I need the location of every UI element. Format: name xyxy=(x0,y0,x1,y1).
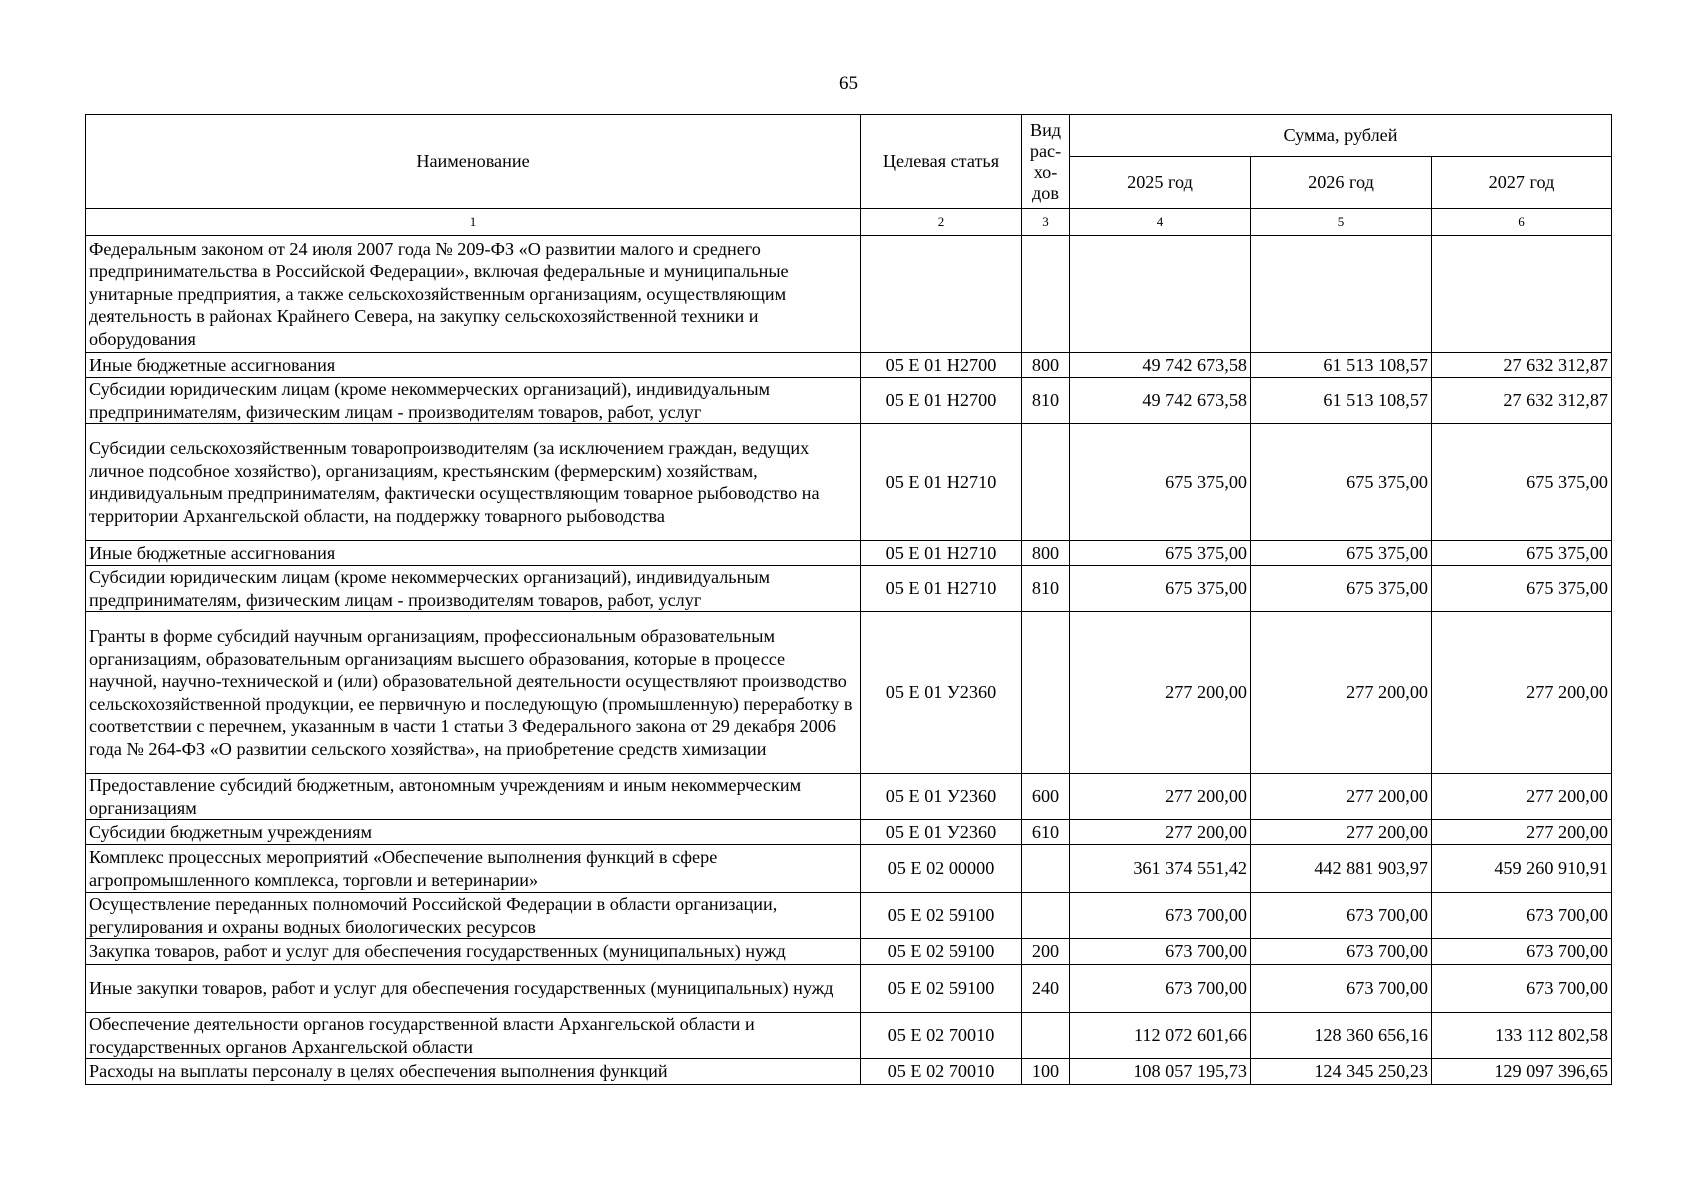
row-expense-type: 600 xyxy=(1022,774,1070,820)
row-expense-type: 800 xyxy=(1022,353,1070,378)
row-sum-2025: 675 375,00 xyxy=(1070,566,1251,612)
row-sum-2027: 673 700,00 xyxy=(1432,893,1612,939)
table-row xyxy=(86,236,1612,353)
header-expense-type: Вид рас-хо-дов xyxy=(1022,115,1070,209)
row-expense-type xyxy=(1022,612,1070,774)
table-row xyxy=(86,353,1612,378)
table-row xyxy=(86,566,1612,612)
row-sum-2025: 112 072 601,66 xyxy=(1070,1013,1251,1059)
row-name: Предоставление субсидий бюджетным, автономным учреждениям и иным некоммерческим организациям xyxy=(86,774,861,820)
row-sum-2025: 675 375,00 xyxy=(1070,541,1251,566)
header-year-2026: 2026 год xyxy=(1251,157,1432,209)
row-target-article: 05 Е 01 У2360 xyxy=(861,612,1022,774)
table-row xyxy=(86,820,1612,845)
row-target-article: 05 Е 02 70010 xyxy=(861,1013,1022,1059)
row-expense-type: 200 xyxy=(1022,939,1070,965)
row-name: Обеспечение деятельности органов государственной власти Архангельской области и государственных органов Архангельской области xyxy=(86,1013,861,1059)
table-row xyxy=(86,774,1612,820)
table-row xyxy=(86,1013,1612,1059)
row-sum-2025: 49 742 673,58 xyxy=(1070,378,1251,424)
column-number: 5 xyxy=(1251,209,1432,236)
row-sum-2026 xyxy=(1251,236,1432,353)
row-target-article xyxy=(861,236,1022,353)
row-name: Расходы на выплаты персоналу в целях обеспечения выполнения функций xyxy=(86,1059,861,1085)
header-name: Наименование xyxy=(86,115,861,209)
row-sum-2026: 675 375,00 xyxy=(1251,566,1432,612)
row-expense-type xyxy=(1022,893,1070,939)
row-sum-2027: 459 260 910,91 xyxy=(1432,845,1612,893)
row-sum-2026: 442 881 903,97 xyxy=(1251,845,1432,893)
row-target-article: 05 Е 01 У2360 xyxy=(861,820,1022,845)
column-number: 4 xyxy=(1070,209,1251,236)
row-expense-type: 100 xyxy=(1022,1059,1070,1085)
row-sum-2025: 361 374 551,42 xyxy=(1070,845,1251,893)
row-sum-2027: 673 700,00 xyxy=(1432,939,1612,965)
row-sum-2025 xyxy=(1070,236,1251,353)
row-sum-2027: 277 200,00 xyxy=(1432,820,1612,845)
row-target-article: 05 Е 02 70010 xyxy=(861,1059,1022,1085)
header-sum-group: Сумма, рублей xyxy=(1070,115,1612,157)
column-number: 6 xyxy=(1432,209,1612,236)
row-target-article: 05 Е 01 Н2710 xyxy=(861,541,1022,566)
row-sum-2025: 673 700,00 xyxy=(1070,965,1251,1013)
row-sum-2026: 61 513 108,57 xyxy=(1251,378,1432,424)
table-row xyxy=(86,1059,1612,1085)
row-sum-2026: 675 375,00 xyxy=(1251,541,1432,566)
row-sum-2026: 128 360 656,16 xyxy=(1251,1013,1432,1059)
row-sum-2025: 277 200,00 xyxy=(1070,612,1251,774)
row-sum-2027: 675 375,00 xyxy=(1432,424,1612,541)
row-sum-2025: 673 700,00 xyxy=(1070,939,1251,965)
row-sum-2025: 675 375,00 xyxy=(1070,424,1251,541)
header-year-2025: 2025 год xyxy=(1070,157,1251,209)
row-expense-type: 610 xyxy=(1022,820,1070,845)
row-expense-type xyxy=(1022,845,1070,893)
row-expense-type: 810 xyxy=(1022,566,1070,612)
row-sum-2026: 277 200,00 xyxy=(1251,612,1432,774)
row-target-article: 05 Е 01 Н2700 xyxy=(861,378,1022,424)
row-sum-2027: 129 097 396,65 xyxy=(1432,1059,1612,1085)
table-row xyxy=(86,965,1612,1013)
row-name: Закупка товаров, работ и услуг для обеспечения государственных (муниципальных) нужд xyxy=(86,939,861,965)
row-target-article: 05 Е 01 Н2710 xyxy=(861,566,1022,612)
row-sum-2025: 673 700,00 xyxy=(1070,893,1251,939)
row-sum-2025: 277 200,00 xyxy=(1070,820,1251,845)
row-sum-2026: 277 200,00 xyxy=(1251,774,1432,820)
header-target-article: Целевая статья xyxy=(861,115,1022,209)
table-row xyxy=(86,939,1612,965)
row-sum-2026: 277 200,00 xyxy=(1251,820,1432,845)
row-name: Гранты в форме субсидий научным организациям, профессиональным образовательным организациям, образовательным организациям высшего образования, которые в процессе научной, научно-технической и (или) образовательной деятельности осуществляют производство сельскохозяйственной продукции, ее первичную и последующую (промышленную) переработку в соответствии с перечнем, указанным в части 1 статьи 3 Федерального закона от 29 декабря 2006 года № 264-ФЗ «О развитии сельского хозяйства», на приобретение средств химизации xyxy=(86,612,861,774)
header-year-2027: 2027 год xyxy=(1432,157,1612,209)
row-target-article: 05 Е 02 00000 xyxy=(861,845,1022,893)
row-sum-2027: 27 632 312,87 xyxy=(1432,378,1612,424)
row-name: Иные закупки товаров, работ и услуг для обеспечения государственных (муниципальных) нужд xyxy=(86,965,861,1013)
row-sum-2027: 27 632 312,87 xyxy=(1432,353,1612,378)
table-row xyxy=(86,541,1612,566)
column-number: 3 xyxy=(1022,209,1070,236)
row-target-article: 05 Е 02 59100 xyxy=(861,893,1022,939)
row-target-article: 05 Е 02 59100 xyxy=(861,965,1022,1013)
row-sum-2027: 133 112 802,58 xyxy=(1432,1013,1612,1059)
row-sum-2025: 277 200,00 xyxy=(1070,774,1251,820)
column-number: 2 xyxy=(861,209,1022,236)
row-sum-2026: 673 700,00 xyxy=(1251,893,1432,939)
row-name: Иные бюджетные ассигнования xyxy=(86,541,861,566)
row-sum-2026: 61 513 108,57 xyxy=(1251,353,1432,378)
row-expense-type xyxy=(1022,236,1070,353)
row-target-article: 05 Е 02 59100 xyxy=(861,939,1022,965)
page-number: 65 xyxy=(839,73,858,94)
row-name: Федеральным законом от 24 июля 2007 года № 209-ФЗ «О развитии малого и среднего предпринимательства в Российской Федерации», включая федеральные и муниципальные унитарные предприятия, а также сельскохозяйственным организациям, осуществляющим деятельность в районах Крайнего Севера, на закупку сельскохозяйственной техники и оборудования xyxy=(86,236,861,353)
table-row xyxy=(86,424,1612,541)
table-row xyxy=(86,378,1612,424)
row-expense-type xyxy=(1022,1013,1070,1059)
column-numbers-row xyxy=(86,209,1612,236)
row-sum-2027: 675 375,00 xyxy=(1432,541,1612,566)
row-sum-2027: 673 700,00 xyxy=(1432,965,1612,1013)
row-name: Комплекс процессных мероприятий «Обеспечение выполнения функций в сфере агропромышленного комплекса, торговли и ветеринарии» xyxy=(86,845,861,893)
row-sum-2025: 108 057 195,73 xyxy=(1070,1059,1251,1085)
row-target-article: 05 Е 01 У2360 xyxy=(861,774,1022,820)
row-name: Иные бюджетные ассигнования xyxy=(86,353,861,378)
table-row xyxy=(86,845,1612,893)
row-expense-type: 800 xyxy=(1022,541,1070,566)
row-target-article: 05 Е 01 Н2700 xyxy=(861,353,1022,378)
row-sum-2026: 124 345 250,23 xyxy=(1251,1059,1432,1085)
row-name: Субсидии юридическим лицам (кроме некоммерческих организаций), индивидуальным предпринимателям, физическим лицам - производителям товаров, работ, услуг xyxy=(86,566,861,612)
row-expense-type: 240 xyxy=(1022,965,1070,1013)
row-expense-type: 810 xyxy=(1022,378,1070,424)
row-sum-2025: 49 742 673,58 xyxy=(1070,353,1251,378)
row-name: Субсидии сельскохозяйственным товаропроизводителям (за исключением граждан, ведущих личное подсобное хозяйство), организациям, крестьянским (фермерским) хозяйствам, индивидуальным предпринимателям, фактически осуществляющим товарное рыбоводство на территории Архангельской области, на поддержку товарного рыбоводства xyxy=(86,424,861,541)
column-number: 1 xyxy=(86,209,861,236)
row-name: Осуществление переданных полномочий Российской Федерации в области организации, регулирования и охраны водных биологических ресурсов xyxy=(86,893,861,939)
budget-table xyxy=(85,114,1612,1085)
row-sum-2027: 277 200,00 xyxy=(1432,612,1612,774)
table-row xyxy=(86,893,1612,939)
row-sum-2026: 675 375,00 xyxy=(1251,424,1432,541)
row-name: Субсидии юридическим лицам (кроме некоммерческих организаций), индивидуальным предпринимателям, физическим лицам - производителям товаров, работ, услуг xyxy=(86,378,861,424)
row-name: Субсидии бюджетным учреждениям xyxy=(86,820,861,845)
row-sum-2027 xyxy=(1432,236,1612,353)
table-row xyxy=(86,612,1612,774)
row-sum-2026: 673 700,00 xyxy=(1251,965,1432,1013)
row-sum-2027: 277 200,00 xyxy=(1432,774,1612,820)
row-target-article: 05 Е 01 Н2710 xyxy=(861,424,1022,541)
row-sum-2027: 675 375,00 xyxy=(1432,566,1612,612)
row-sum-2026: 673 700,00 xyxy=(1251,939,1432,965)
row-expense-type xyxy=(1022,424,1070,541)
